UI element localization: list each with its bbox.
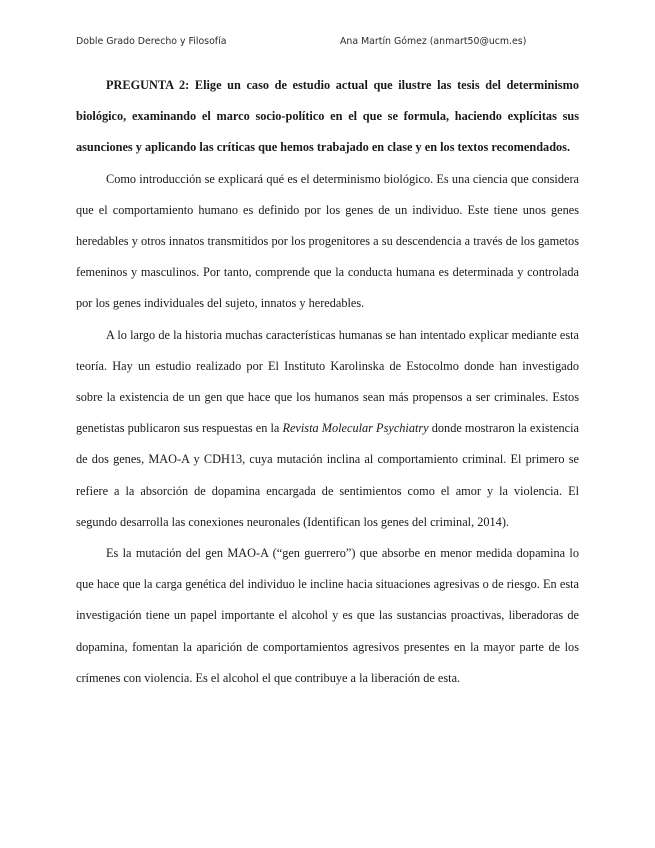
- paragraph-study: [76, 320, 579, 538]
- document-body: [76, 70, 579, 694]
- header-degree: Doble Grado Derecho y Filosofía: [76, 36, 227, 47]
- paragraph-study-text-start: A lo largo de la historia muchas características humanas se han intentado explicar mediante esta teoría. Hay un estudio realizado por El Instituto Karolinska de Estocolmo donde han investigado sobre la existencia de un gen que hace que los humanos sean más propensos a ser criminales. Estos genetistas publicaron sus respuestas en la: [76, 327, 579, 436]
- journal-title: Revista Molecular Psychiatry: [282, 421, 429, 436]
- paragraph-introduction: Como introducción se explicará qué es el determinismo biológico. Es una ciencia que considera que el comportamiento humano es definido por los genes de un individuo. Este tiene unos genes heredables y otros innatos transmitidos por los progenitores a su descendencia a través de los gametos femeninos y masculinos. Por tanto, comprende que la conducta humana es determinada y controlada por los genes individuales del sujeto, innatos y heredables.: [76, 171, 579, 311]
- paragraph-study-text-end: donde mostraron la existencia de dos genes, MAO-A y CDH13, cuya mutación inclina al comportamiento criminal. El primero se refiere a la absorción de dopamina encargada de sentimientos como el amor y la violencia. El segundo desarrolla las conexiones neuronales (Identifican los genes del criminal, 2014).: [76, 421, 580, 529]
- page-header: [76, 36, 581, 50]
- header-author: Ana Martín Gómez (anmart50@ucm.es): [340, 36, 527, 47]
- paragraph-mao-a: Es la mutación del gen MAO-A (“gen guerrero”) que absorbe en menor medida dopamina lo que hace que la carga genética del individuo le incline hacia situaciones agresivas o de riesgo. En esta investigación tiene un papel importante el alcohol y es que las sustancias proactivas, liberadoras de dopamina, fomentan la aparición de comportamientos agresivos presentes en la mayor parte de los crímenes con violencia. Es el alcohol el que contribuye a la liberación de esta.: [76, 546, 579, 685]
- question-heading: PREGUNTA 2: Elige un caso de estudio actual que ilustre las tesis del determinismo biológico, examinando el marco socio-político en el que se formula, haciendo explícitas sus asunciones y aplicando las críticas que hemos trabajado en clase y en los textos recomendados.: [76, 78, 579, 155]
